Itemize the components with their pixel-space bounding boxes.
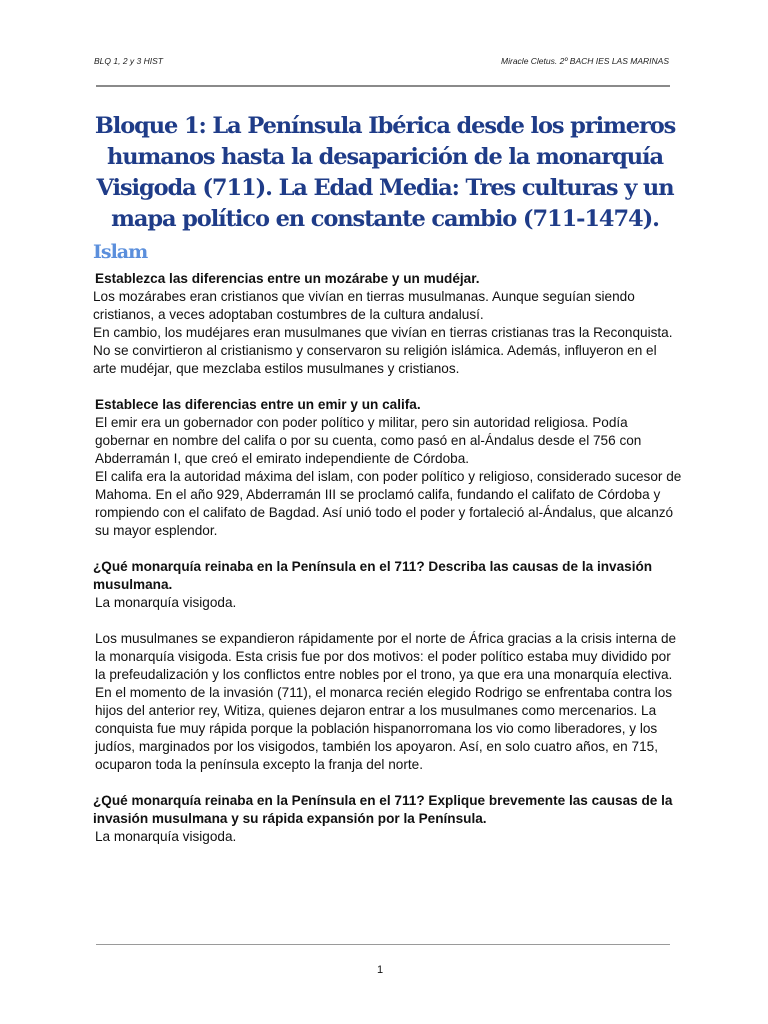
header-divider (96, 85, 670, 87)
spacer (93, 774, 683, 792)
header-left-text: BLQ 1, 2 y 3 HIST (94, 56, 163, 66)
question-2: Establece las diferencias entre un emir y un califa. (95, 397, 421, 412)
question-3: ¿Qué monarquía reinaba en la Península en el 711? Describa las causas de la invasión musulmana. (93, 559, 653, 592)
spacer (93, 612, 683, 630)
footer-divider (96, 944, 670, 945)
paragraph-2-1: El emir era un gobernador con poder político y militar, pero sin autoridad religiosa. Podía gobernar en nombre del califa o por su cuenta, como pasó en al-Ándalus desde el 756 con Abderramán I, que creó el emirato independiente de Córdoba. (95, 415, 642, 466)
spacer (93, 540, 683, 558)
paragraph-2-2: El califa era la autoridad máxima del islam, con poder político y religioso, considerado sucesor de Mahoma. En el año 929, Abderramán III se proclamó califa, fundando el califato de Córdoba y rompiendo con el califato de Bagdad. Así unió todo el poder y fortaleció al-Ándalus, que alcanzó su mayor esplendor. (95, 469, 682, 538)
paragraph-1-2: En cambio, los mudéjares eran musulmanes que vivían en tierras cristianas tras la Reconquista. No se convirtieron al cristianismo y conservaron su religión islámica. Además, influyeron en el arte mudéjar, que mezclaba estilos musulmanes y cristianos. (93, 325, 673, 376)
question-1: Establezca las diferencias entre un mozárabe y un mudéjar. (95, 271, 480, 286)
page-number: 1 (376, 964, 384, 976)
answer-4: La monarquía visigoda. (95, 829, 237, 844)
header-right-text: Miracle Cletus. 2º BACH IES LAS MARINAS (501, 56, 669, 66)
answer-3: La monarquía visigoda. (95, 595, 237, 610)
page-title: Bloque 1: La Península Ibérica desde los primeros humanos hasta la desaparición de la monarquía Visigoda (711). La Edad Media: Tres culturas y un mapa político en constante cambio (711-1474). (94, 113, 676, 232)
document-body (93, 270, 683, 846)
spacer (93, 378, 683, 396)
paragraph-1-1: Los mozárabes eran cristianos que vivían en tierras musulmanas. Aunque seguían siendo cristianos, a veces adoptaban costumbres de la cultura andalusí. (93, 289, 635, 322)
paragraph-3: Los musulmanes se expandieron rápidamente por el norte de África gracias a la crisis interna de la monarquía visigoda. Esta crisis fue por dos motivos: el poder político estaba muy dividido por la prefeudalización y los conflictos entre nobles por el trono, ya que era una monarquía electiva. En el momento de la invasión (711), el monarca recién elegido Rodrigo se enfrentaba contra los hijos del anterior rey, Witiza, quienes dejaron entrar a los musulmanes como mercenarios. La conquista fue muy rápida porque la población hispanorromana los vio como liberadores, y los judíos, marginados por los visigodos, también los apoyaron. Así, en solo cuatro años, en 715, ocuparon toda la península excepto la franja del norte. (95, 631, 677, 772)
question-4: ¿Qué monarquía reinaba en la Península en el 711? Explique brevemente las causas de la invasión musulmana y su rápida expansión por la Península. (93, 793, 673, 826)
section-heading: Islam (93, 241, 148, 263)
